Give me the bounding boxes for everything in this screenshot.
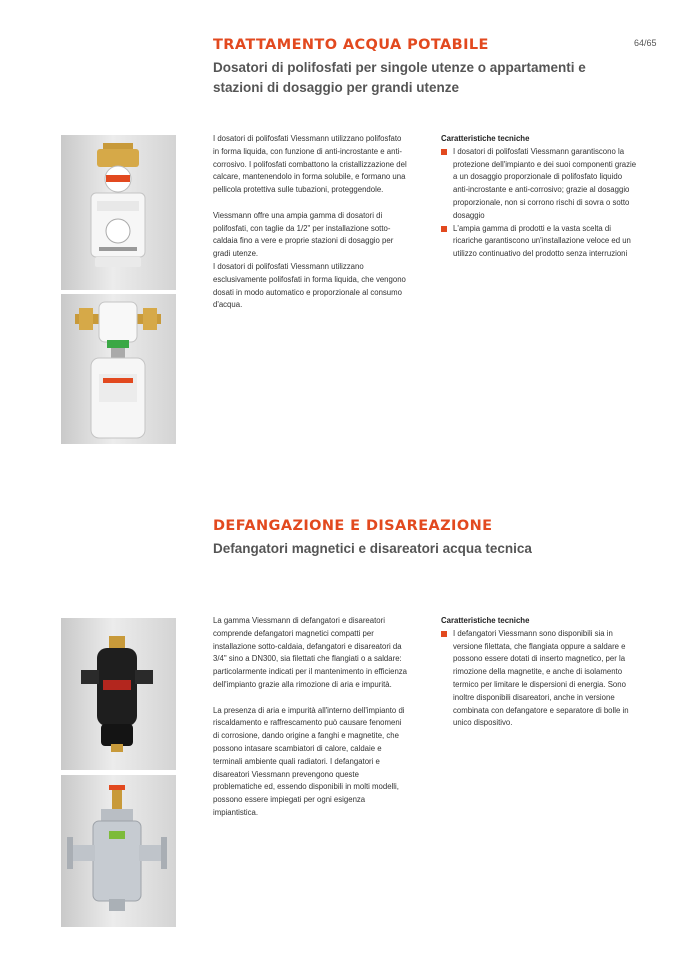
magnetic-dirt-separator-image — [61, 618, 176, 770]
section1-subtitle: Dosatori di polifosfati per singole utenze o appartamenti e stazioni di dosaggio per grandi utenze — [213, 60, 586, 95]
section1-body — [213, 133, 409, 325]
section2-subtitle: Defangatori magnetici e disareatori acqua tecnica — [213, 541, 532, 556]
feature-item: L'ampia gamma di prodotti e la vasta scelta di ricariche garantiscono un'installazione veloce ed un utilizzo continuativo del prodotto senza interruzioni — [441, 223, 637, 261]
section2-features-title: Caratteristiche tecniche — [441, 616, 530, 625]
section1-photo-top — [61, 135, 176, 290]
section1-body-paragraph: I dosatori di polifosfati Viessmann utilizzano esclusivamente polifosfati in forma liquida, che vengono dosati in modo automatico e proporzionale al consumo d'acqua. — [213, 261, 406, 310]
section2-body-paragraph: La gamma Viessmann di defangatori e disareatori comprende defangatori magnetici compatti per installazione sotto-caldaia, defangatori e disareatori da 3/4" sino a DN300, sia filettati che flangiati o a saldare: particolarmente indicati per il mantenimento in efficienza dell'impianto grazie alla rimozione di aria e impurità. — [213, 616, 408, 689]
section2-photo-top — [61, 618, 176, 770]
section1-features-list — [441, 146, 637, 261]
polyphosphate-doser-compact-image — [61, 135, 176, 290]
feature-item: I dosatori di polifosfati Viessmann garantiscono la protezione dell'impianto e dei suoi componenti grazie a un dosaggio proporzionale di polifosfato liquido anti-incrostante e anti-corrosivo; grazie al dosaggio proporzionale, non si corrono rischi di sovra o sotto dosaggio — [441, 146, 637, 223]
page-number: 64/65 — [634, 38, 657, 48]
section2-photo-bottom — [61, 775, 176, 927]
section1-features-title: Caratteristiche tecniche — [441, 134, 530, 143]
section2-body-paragraph: La presenza di aria e impurità all'interno dell'impianto di riscaldamento e raffrescamento può causare fenomeni di corrosione, dando origine a fanghi e magnetite, che possono intasare scambiatori di calore, caldaie e terminali ambiente quali radiatori. I defangatori e disareatori Viessmann prevengono queste problematiche ed, essendo disponibili in molti modelli, possono essere impiegati per ogni esigenza impiantistica. — [213, 705, 405, 817]
section1-body-paragraph: I dosatori di polifosfati Viessmann utilizzano polifosfato in forma liquida, con funzione di anti-incrostante e anti-corrosivo. I polifosfati combattono la cristallizzazione del calcare, mantenendolo in forma solubile, e formano una pellicola protettiva sulle tubazioni, proteggendole. — [213, 134, 407, 195]
section2-features-list — [441, 628, 637, 730]
section2-features — [441, 615, 637, 730]
section2-body — [213, 615, 409, 833]
section1-title: TRATTAMENTO ACQUA POTABILE — [213, 37, 489, 53]
polyphosphate-doser-refill-image — [61, 294, 176, 444]
flanged-deaerator-image — [61, 775, 176, 927]
section2-title: DEFANGAZIONE E DISAREAZIONE — [213, 518, 493, 534]
section1-body-paragraph: Viessmann offre una ampia gamma di dosatori di polifosfati, con taglie da 1/2" per installazione sotto-caldaia fino a vere e proprie stazioni di dosaggio per gradi utenze. — [213, 210, 394, 259]
feature-item: I defangatori Viessmann sono disponibili sia in versione filettata, che flangiata oppure a saldare e possono essere dotati di inserto magnetico, per la rimozione della magnetite, e anche di isolamento termico per limitare le dispersioni di energia. Sono inoltre disponibili disareatori, anche in versione combinata con defangatore e separatore di bolle in unico dispositivo. — [441, 628, 637, 730]
section1-features — [441, 133, 637, 261]
section1-photo-bottom — [61, 294, 176, 444]
